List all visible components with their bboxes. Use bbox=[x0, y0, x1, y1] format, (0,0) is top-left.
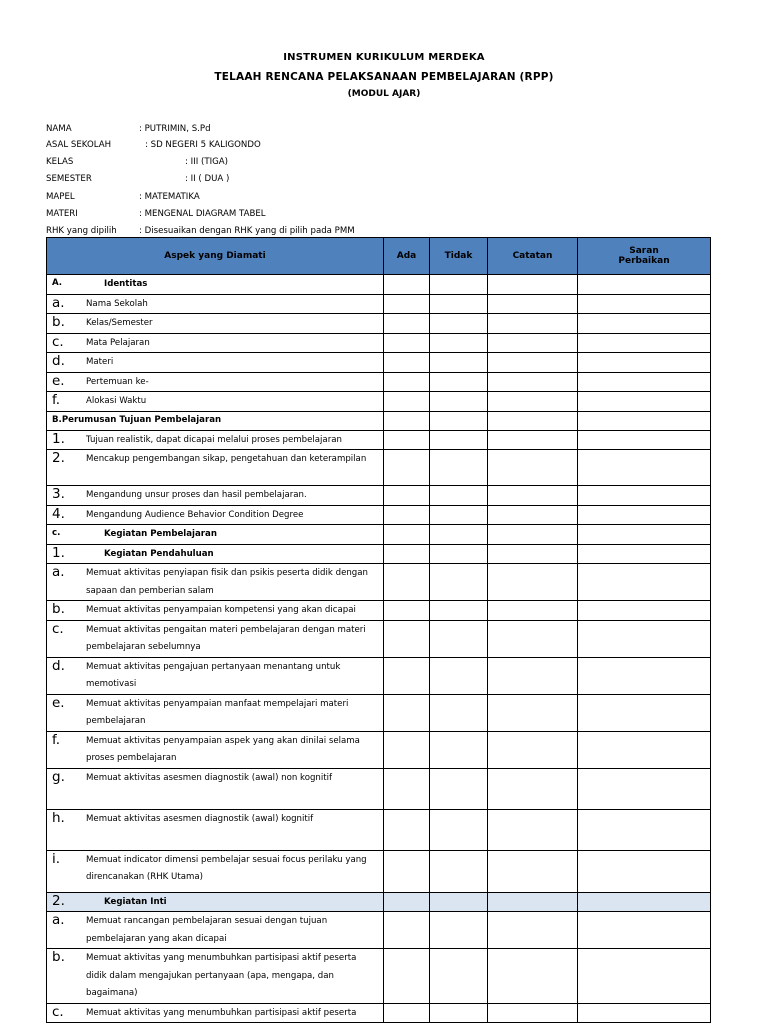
item-label: a. bbox=[52, 294, 65, 311]
review-table bbox=[46, 237, 711, 1023]
table-row bbox=[47, 601, 711, 621]
saran-cell[interactable] bbox=[578, 850, 711, 892]
aspect-cell bbox=[47, 657, 384, 694]
ada-cell[interactable] bbox=[384, 333, 430, 353]
item-text: Kegiatan Pembelajaran bbox=[104, 529, 217, 539]
tidak-cell[interactable] bbox=[430, 430, 488, 450]
item-text: Tujuan realistik, dapat dicapai melalui proses pembelajaran bbox=[86, 434, 342, 445]
tidak-cell[interactable] bbox=[430, 333, 488, 353]
header-catatan: Catatan bbox=[488, 238, 578, 275]
tidak-cell[interactable] bbox=[430, 731, 488, 768]
aspect-cell bbox=[47, 486, 384, 506]
saran-cell[interactable] bbox=[578, 694, 711, 731]
table-row bbox=[47, 850, 711, 892]
aspect-cell bbox=[47, 314, 384, 334]
aspect-cell bbox=[47, 601, 384, 621]
catatan-cell[interactable] bbox=[488, 525, 578, 545]
item-label: b. bbox=[52, 949, 65, 965]
ada-cell[interactable] bbox=[384, 892, 430, 912]
semester-label: SEMESTER bbox=[46, 174, 92, 184]
ada-cell[interactable] bbox=[384, 411, 430, 430]
item-text: Memuat aktivitas pengaitan materi pembelajaran dengan materi pembelajaran sebelumnya bbox=[86, 624, 366, 652]
semester-value: : II ( DUA ) bbox=[185, 174, 230, 184]
item-text: Materi bbox=[86, 357, 114, 367]
mapel-value: : MATEMATIKA bbox=[139, 192, 200, 202]
tidak-cell[interactable] bbox=[430, 949, 488, 1004]
materi-value: : MENGENAL DIAGRAM TABEL bbox=[139, 209, 266, 219]
tidak-cell[interactable] bbox=[430, 294, 488, 314]
item-label: g. bbox=[52, 768, 65, 785]
ada-cell[interactable] bbox=[384, 430, 430, 450]
item-label: b. bbox=[52, 314, 65, 330]
aspect-cell bbox=[47, 768, 384, 809]
ada-cell[interactable] bbox=[384, 450, 430, 486]
tidak-cell[interactable] bbox=[430, 768, 488, 809]
item-label: f. bbox=[52, 392, 61, 408]
item-text: Memuat aktivitas penyampaian kompetensi yang akan dicapai bbox=[86, 605, 356, 615]
catatan-cell[interactable] bbox=[488, 430, 578, 450]
aspect-cell bbox=[47, 850, 384, 892]
materi-label: MATERI bbox=[46, 209, 78, 219]
kelas-label: KELAS bbox=[46, 157, 74, 167]
ada-cell[interactable] bbox=[384, 294, 430, 314]
tidak-cell[interactable] bbox=[430, 314, 488, 334]
ada-cell[interactable] bbox=[384, 505, 430, 525]
table-row bbox=[47, 657, 711, 694]
saran-cell[interactable] bbox=[578, 450, 711, 486]
table-row bbox=[47, 1003, 711, 1023]
ada-cell[interactable] bbox=[384, 1003, 430, 1023]
item-text: Nama Sekolah bbox=[86, 298, 148, 309]
item-label: a. bbox=[52, 912, 65, 928]
saran-cell[interactable] bbox=[578, 620, 711, 657]
section-heading: B.Perumusan Tujuan Pembelajaran bbox=[52, 414, 222, 425]
table-row bbox=[47, 525, 711, 545]
item-text: Memuat aktivitas penyampaian manfaat mempelajari materi pembelajaran bbox=[86, 698, 349, 726]
saran-cell[interactable] bbox=[578, 411, 711, 430]
catatan-cell[interactable] bbox=[488, 450, 578, 486]
item-text: Memuat aktivitas penyiapan fisik dan psikis peserta didik dengan sapaan dan pemberian salam bbox=[86, 568, 368, 596]
saran-cell[interactable] bbox=[578, 353, 711, 373]
table-row bbox=[47, 333, 711, 353]
aspect-cell bbox=[47, 525, 384, 545]
item-label: b. bbox=[52, 601, 65, 617]
tidak-cell[interactable] bbox=[430, 1003, 488, 1023]
aspect-cell bbox=[47, 694, 384, 731]
item-label: c. bbox=[52, 528, 61, 538]
tidak-cell[interactable] bbox=[430, 620, 488, 657]
catatan-cell[interactable] bbox=[488, 294, 578, 314]
tidak-cell[interactable] bbox=[430, 392, 488, 412]
saran-cell[interactable] bbox=[578, 314, 711, 334]
table-row bbox=[47, 809, 711, 850]
catatan-cell[interactable] bbox=[488, 731, 578, 768]
table-row bbox=[47, 544, 711, 564]
tidak-cell[interactable] bbox=[430, 275, 488, 295]
doc-subtitle: TELAAH RENCANA PELAKSANAAN PEMBELAJARAN (RPP) bbox=[214, 71, 554, 83]
tidak-cell[interactable] bbox=[430, 525, 488, 545]
item-text: Kegiatan Inti bbox=[104, 896, 167, 907]
item-text: Mengandung Audience Behavior Condition Degree bbox=[86, 509, 304, 520]
tidak-cell[interactable] bbox=[430, 450, 488, 486]
aspect-cell bbox=[47, 809, 384, 850]
catatan-cell[interactable] bbox=[488, 949, 578, 1004]
saran-cell[interactable] bbox=[578, 372, 711, 392]
catatan-cell[interactable] bbox=[488, 850, 578, 892]
aspect-cell bbox=[47, 544, 384, 564]
doc-subtitle-2: (MODUL AJAR) bbox=[347, 89, 421, 99]
aspect-cell bbox=[47, 564, 384, 601]
table-row bbox=[47, 949, 711, 1004]
item-text: Memuat aktivitas yang menumbuhkan partisipasi aktif peserta bbox=[86, 1007, 357, 1018]
table-row bbox=[47, 294, 711, 314]
aspect-cell bbox=[47, 333, 384, 353]
ada-cell[interactable] bbox=[384, 809, 430, 850]
kelas-value: : III (TIGA) bbox=[185, 157, 228, 167]
catatan-cell[interactable] bbox=[488, 505, 578, 525]
aspect-cell bbox=[47, 1003, 384, 1023]
catatan-cell[interactable] bbox=[488, 486, 578, 506]
saran-cell[interactable] bbox=[578, 892, 711, 912]
item-text: Mencakup pengembangan sikap, pengetahuan dan keterampilan bbox=[86, 454, 367, 464]
saran-cell[interactable] bbox=[578, 768, 711, 809]
ada-cell[interactable] bbox=[384, 694, 430, 731]
table-row bbox=[47, 694, 711, 731]
item-label: a. bbox=[52, 564, 65, 580]
ada-cell[interactable] bbox=[384, 372, 430, 392]
doc-title: INSTRUMEN KURIKULUM MERDEKA bbox=[283, 52, 485, 63]
table-row bbox=[47, 275, 711, 295]
item-label: e. bbox=[52, 694, 65, 711]
catatan-cell[interactable] bbox=[488, 768, 578, 809]
ada-cell[interactable] bbox=[384, 525, 430, 545]
item-label: 4. bbox=[52, 505, 65, 522]
item-label: i. bbox=[52, 850, 61, 867]
table-row bbox=[47, 486, 711, 506]
catatan-cell[interactable] bbox=[488, 333, 578, 353]
item-text: Kelas/Semester bbox=[86, 318, 153, 328]
tidak-cell[interactable] bbox=[430, 486, 488, 506]
aspect-cell bbox=[47, 892, 384, 912]
catatan-cell[interactable] bbox=[488, 892, 578, 912]
table-row bbox=[47, 768, 711, 809]
aspect-cell bbox=[47, 731, 384, 768]
tidak-cell[interactable] bbox=[430, 694, 488, 731]
table-row bbox=[47, 731, 711, 768]
ada-cell[interactable] bbox=[384, 768, 430, 809]
rhk-value: : Disesuaikan dengan RHK yang di pilih pada PMM bbox=[139, 226, 355, 236]
ada-cell[interactable] bbox=[384, 353, 430, 373]
saran-cell[interactable] bbox=[578, 1003, 711, 1023]
nama-label: NAMA bbox=[46, 124, 72, 134]
catatan-cell[interactable] bbox=[488, 353, 578, 373]
item-label: 1. bbox=[52, 544, 65, 561]
ada-cell[interactable] bbox=[384, 850, 430, 892]
saran-cell[interactable] bbox=[578, 564, 711, 601]
item-label: d. bbox=[52, 353, 65, 369]
saran-cell[interactable] bbox=[578, 949, 711, 1004]
aspect-cell bbox=[47, 949, 384, 1004]
item-text: Mata Pelajaran bbox=[86, 337, 150, 348]
item-label: c. bbox=[52, 333, 64, 350]
item-text: Kegiatan Pendahuluan bbox=[104, 548, 214, 559]
catatan-cell[interactable] bbox=[488, 564, 578, 601]
nama-value: : PUTRIMIN, S.Pd bbox=[139, 124, 211, 134]
saran-cell[interactable] bbox=[578, 601, 711, 621]
catatan-cell[interactable] bbox=[488, 620, 578, 657]
saran-cell[interactable] bbox=[578, 392, 711, 412]
table-row bbox=[47, 450, 711, 486]
ada-cell[interactable] bbox=[384, 544, 430, 564]
table-row bbox=[47, 430, 711, 450]
ada-cell[interactable] bbox=[384, 601, 430, 621]
header-tidak: Tidak bbox=[430, 238, 488, 275]
ada-cell[interactable] bbox=[384, 620, 430, 657]
item-text: Memuat indicator dimensi pembelajar sesuai focus perilaku yang direncanakan (RHK Utama) bbox=[86, 854, 367, 882]
item-label: d. bbox=[52, 657, 65, 674]
table-row bbox=[47, 392, 711, 412]
tidak-cell[interactable] bbox=[430, 411, 488, 430]
item-label: c. bbox=[52, 620, 64, 637]
catatan-cell[interactable] bbox=[488, 544, 578, 564]
ada-cell[interactable] bbox=[384, 486, 430, 506]
mapel-label: MAPEL bbox=[46, 192, 75, 202]
catatan-cell[interactable] bbox=[488, 372, 578, 392]
table-row bbox=[47, 564, 711, 601]
item-text: Memuat aktivitas yang menumbuhkan partisipasi aktif peserta didik dalam mengajukan pertanyaan (apa, mengapa, dan bagaimana) bbox=[86, 953, 357, 998]
item-text: Pertemuan ke- bbox=[86, 376, 149, 387]
item-text: Memuat aktivitas asesmen diagnostik (awal) kognitif bbox=[86, 813, 314, 824]
aspect-cell bbox=[47, 430, 384, 450]
aspect-cell bbox=[47, 353, 384, 373]
saran-cell[interactable] bbox=[578, 731, 711, 768]
item-text: Identitas bbox=[104, 279, 148, 289]
header-saran: Saran Perbaikan bbox=[578, 238, 711, 275]
saran-cell[interactable] bbox=[578, 275, 711, 295]
item-label: 3. bbox=[52, 486, 65, 502]
aspect-cell bbox=[47, 392, 384, 412]
catatan-cell[interactable] bbox=[488, 809, 578, 850]
saran-cell[interactable] bbox=[578, 486, 711, 506]
tidak-cell[interactable] bbox=[430, 353, 488, 373]
ada-cell[interactable] bbox=[384, 731, 430, 768]
catatan-cell[interactable] bbox=[488, 601, 578, 621]
sekolah-value: : SD NEGERI 5 KALIGONDO bbox=[145, 140, 261, 150]
tidak-cell[interactable] bbox=[430, 544, 488, 564]
sekolah-label: ASAL SEKOLAH bbox=[46, 140, 112, 150]
ada-cell[interactable] bbox=[384, 912, 430, 949]
item-label: e. bbox=[52, 372, 65, 389]
rhk-label: RHK yang dipilih bbox=[46, 226, 117, 236]
table-row bbox=[47, 892, 711, 912]
saran-cell[interactable] bbox=[578, 525, 711, 545]
ada-cell[interactable] bbox=[384, 314, 430, 334]
item-label: 1. bbox=[52, 430, 65, 447]
tidak-cell[interactable] bbox=[430, 564, 488, 601]
saran-cell[interactable] bbox=[578, 544, 711, 564]
catatan-cell[interactable] bbox=[488, 1003, 578, 1023]
item-label: c. bbox=[52, 1003, 64, 1020]
item-label: h. bbox=[52, 809, 65, 826]
header-aspek: Aspek yang Diamati bbox=[47, 238, 384, 275]
tidak-cell[interactable] bbox=[430, 912, 488, 949]
catatan-cell[interactable] bbox=[488, 314, 578, 334]
saran-cell[interactable] bbox=[578, 912, 711, 949]
aspect-cell bbox=[47, 450, 384, 486]
catatan-cell[interactable] bbox=[488, 657, 578, 694]
catatan-cell[interactable] bbox=[488, 912, 578, 949]
catatan-cell[interactable] bbox=[488, 392, 578, 412]
item-label: 2. bbox=[52, 892, 65, 909]
item-label: 2. bbox=[52, 450, 65, 466]
ada-cell[interactable] bbox=[384, 657, 430, 694]
aspect-cell bbox=[47, 372, 384, 392]
aspect-cell bbox=[47, 620, 384, 657]
ada-cell[interactable] bbox=[384, 949, 430, 1004]
table-row bbox=[47, 372, 711, 392]
item-text: Memuat aktivitas penyampaian aspek yang akan dinilai selama proses pembelajaran bbox=[86, 735, 360, 763]
saran-cell[interactable] bbox=[578, 294, 711, 314]
saran-cell[interactable] bbox=[578, 657, 711, 694]
table-row bbox=[47, 912, 711, 949]
saran-cell[interactable] bbox=[578, 333, 711, 353]
catatan-cell[interactable] bbox=[488, 411, 578, 430]
aspect-cell bbox=[47, 275, 384, 295]
aspect-cell bbox=[47, 505, 384, 525]
table-row bbox=[47, 353, 711, 373]
item-text: Memuat aktivitas pengajuan pertanyaan menantang untuk memotivasi bbox=[86, 661, 341, 689]
item-text: Alokasi Waktu bbox=[86, 396, 147, 406]
table-row bbox=[47, 620, 711, 657]
header-ada: Ada bbox=[384, 238, 430, 275]
table-row bbox=[47, 314, 711, 334]
tidak-cell[interactable] bbox=[430, 850, 488, 892]
saran-cell[interactable] bbox=[578, 430, 711, 450]
catatan-cell[interactable] bbox=[488, 275, 578, 295]
ada-cell[interactable] bbox=[384, 564, 430, 601]
table-row bbox=[47, 505, 711, 525]
item-text: Mengandung unsur proses dan hasil pembelajaran. bbox=[86, 490, 307, 500]
tidak-cell[interactable] bbox=[430, 372, 488, 392]
aspect-cell bbox=[47, 912, 384, 949]
item-label: A. bbox=[52, 278, 63, 288]
item-label: f. bbox=[52, 731, 61, 748]
ada-cell[interactable] bbox=[384, 275, 430, 295]
aspect-cell bbox=[47, 411, 384, 430]
item-text: Memuat aktivitas asesmen diagnostik (awal) non kognitif bbox=[86, 772, 333, 783]
tidak-cell[interactable] bbox=[430, 657, 488, 694]
ada-cell[interactable] bbox=[384, 392, 430, 412]
saran-cell[interactable] bbox=[578, 505, 711, 525]
tidak-cell[interactable] bbox=[430, 601, 488, 621]
saran-cell[interactable] bbox=[578, 809, 711, 850]
table-row bbox=[47, 411, 711, 430]
tidak-cell[interactable] bbox=[430, 892, 488, 912]
aspect-cell bbox=[47, 294, 384, 314]
catatan-cell[interactable] bbox=[488, 694, 578, 731]
tidak-cell[interactable] bbox=[430, 505, 488, 525]
tidak-cell[interactable] bbox=[430, 809, 488, 850]
item-text: Memuat rancangan pembelajaran sesuai dengan tujuan pembelajaran yang akan dicapai bbox=[86, 916, 328, 944]
